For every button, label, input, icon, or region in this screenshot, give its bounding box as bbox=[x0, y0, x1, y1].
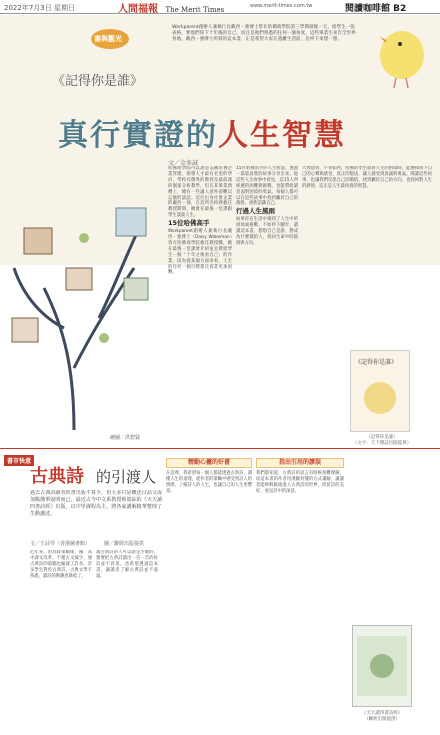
lower-photo-credit: 圖／聯經出版提供 bbox=[104, 541, 145, 547]
feature-column-3 bbox=[302, 166, 432, 346]
lower-col4-text: 我們都知道，古典詩的語言有時候很難理解，而這本書的作者用淺顯易懂的方式講解，讓讀者能夠輕鬆地進入古典詩的世界，欣賞詩的美好，看見詩中的深意。 bbox=[256, 470, 344, 494]
tree-caption: 繪圖／洪碧賢 bbox=[110, 435, 141, 441]
feature-column-2 bbox=[236, 166, 298, 436]
date: 2022年7月3日 星期日 bbox=[4, 4, 75, 12]
headline-accent: 人生智慧 bbox=[218, 118, 346, 153]
website-url: www.merit-times.com.tw bbox=[250, 3, 313, 9]
section-label: 閱讀咖啡館 B2 bbox=[345, 4, 407, 14]
author-byline: 文／金多誠 bbox=[168, 160, 199, 167]
headline-main: 真行實證的 bbox=[58, 118, 218, 153]
feature-col1-text: 哈佛商學院可以說是美國培養企業管理、領導人才最有名望的學府，學校有優秀的教授及最前端的個案分析教學，但在其畢業典禮上，總有一些讓人意外卻難以忘懷的談話。這位出身社會企業的戴西・強，在這所名校裡擔任教授期間，總會在最後一堂課跟學生談談人生。 bbox=[168, 166, 232, 219]
feature-intro: Workparent創辦人兼執行長戴西・強博士常在哈佛商學院第三學期最後一天，給學生一張表格，要他們寫下十年後的自己，而且是他們熟悉的任何一個角度，這些畢業生來自全世界各地，戴西・強博士所寫的這本書，正是希望大家在逃離生活前，先停下來想一想。 bbox=[172, 25, 356, 43]
book-subtitle: 《記得你是誰》 bbox=[52, 74, 144, 89]
bird-illustration bbox=[370, 20, 435, 90]
poetry-book-caption: 《天天讀四書詩經》 （聯經出版提供） bbox=[361, 711, 403, 722]
lower-column-4 bbox=[256, 455, 344, 730]
poetry-cover-art bbox=[353, 626, 411, 706]
lower-byline: 文／王詩琴（香港圖書館） bbox=[30, 541, 91, 547]
lower-headline-b: 的引渡人 bbox=[96, 468, 157, 486]
book-cover-remember bbox=[350, 350, 410, 432]
subhead-storm: 行過人生風雨 bbox=[236, 207, 275, 216]
feature-col1b-text: Workparent創辦人兼執行長戴西・強博士（Daisy Wakeman）曾在哈佛商學院擔任教授職，她在最後一堂課會介紹並且教給學生一個「十年之後看自己」的作業，因為從某個方面來看，人生的任何一個目標都比商業更加困難。 bbox=[168, 229, 232, 276]
newspaper-logo bbox=[118, 0, 238, 13]
subhead-heart: 精動心靈的好書 bbox=[166, 458, 252, 468]
book-cover-title: 《記得你是誰》 bbox=[355, 359, 398, 366]
feature-col2-text: 15位哈佛高手的人生智慧，透過一篇篇真實的故事分享出來。從這些人生故事中看見，這15人所經歷的困難與挑戰，也能帶給讀者面對困境的勇氣。每個人都可以在這些故事中找到屬於自己的啟發，重新認識自己。 bbox=[236, 166, 298, 207]
section-tag: 書市快意 bbox=[4, 455, 34, 466]
lower-lead: 過去古典詩讀者的書出版不算少，但大多只是概述白話文或加點簡單說明而已，最近古今中文系教授蔡篤綜的《天天讀四書詩經》出版，以中學課程為主，將各家講解精華整理了生動講述。 bbox=[30, 490, 162, 517]
badge-label: 書與觀光 bbox=[94, 35, 122, 43]
lower-column-3 bbox=[166, 455, 252, 730]
logo-text: 人間福報 bbox=[118, 4, 158, 15]
newspaper-header bbox=[0, 0, 440, 14]
subhead-15-masters: 15位哈佛高手 bbox=[168, 219, 210, 228]
book-cover-poetry bbox=[352, 625, 412, 707]
feature-column-1 bbox=[168, 166, 232, 436]
subhead-fallacy: 指出引用的謬誤 bbox=[256, 458, 344, 468]
feature-badge bbox=[90, 28, 130, 50]
headline bbox=[58, 110, 346, 154]
feature-col2b-text: 如果你在生活中遇到了人生中的困境或挑戰，不妨停下腳步，讀讀這本書，想想自己是誰，想成為什麼樣的人，找回生命中的熱情與方向。 bbox=[236, 217, 298, 246]
lower-headline-a: 古典詩 bbox=[30, 466, 84, 487]
lower-col3-text: 在這裡，我希望每一個人都能透過古典詩，讀懂人生的道理，從作者的筆觸中感受到詩人的情感，了解詩人的人生，也讓自己的人生更豐富。 bbox=[166, 470, 252, 494]
lower-column-1: 近年來，因為政策關係，國、高中課文改革，不僅古文減少，連古典詩的篇幅也縮減了許多，許多學生對於古典詩、古典文學不熟悉，讀詩的興趣也降低了。 bbox=[30, 550, 92, 579]
book-caption: （記得你是誰） （文字：天下雜誌出版提供） bbox=[352, 435, 412, 446]
tree-illustration bbox=[4, 168, 162, 430]
book-cover-art bbox=[351, 372, 409, 422]
feature-col3-text: 大致想到，不管如何，哈佛的學生面對人生的困境時，能選擇寫下自己的心聲與感受，真正的想法，讓人感受到真誠與勇氣。閱讀這些故事，也讓我們反思自己的價值，找到屬於自己的方向，也找回對人生的熱情，這正是人生最珍貴的智慧。 bbox=[302, 166, 432, 189]
section-divider bbox=[0, 448, 440, 449]
logo-en: The Merit Times bbox=[165, 6, 225, 14]
lower-column-2: 讀古典詩的人可以說是少數的，想要把古典詩讀出一首一首的好詩並不容易，也希望透過這本書，讓讀者了解古典詩並不遙遠。 bbox=[96, 550, 158, 579]
